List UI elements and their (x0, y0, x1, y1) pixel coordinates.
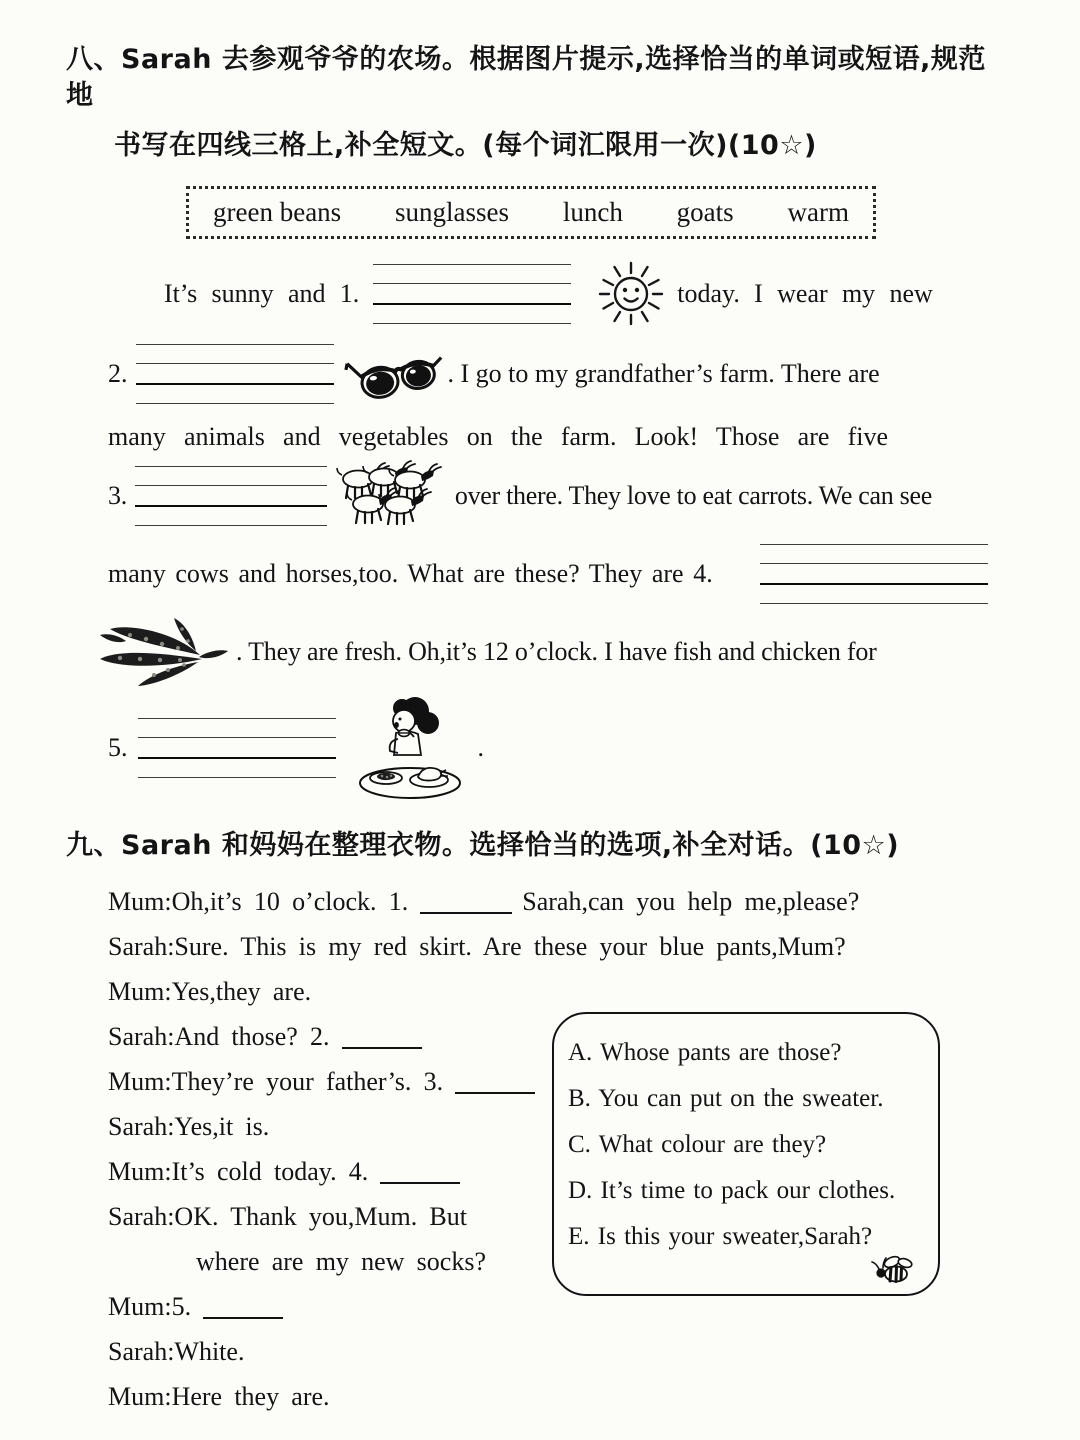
dialogue-line (108, 924, 1080, 969)
answer-blank-5[interactable] (203, 1303, 283, 1319)
green-beans-icon (96, 617, 230, 687)
speaker-label: Mum: (108, 886, 172, 916)
option-e: E. Is this your sweater,Sarah? (568, 1223, 873, 1250)
passage-text: many animals and vegetables on the farm. Look! Those are five (108, 422, 889, 451)
passage-text: . (477, 733, 484, 762)
dialogue-text: They’re your father’s. 3. (171, 1066, 444, 1096)
sunglasses-icon (344, 342, 448, 406)
blank-number: 3. (108, 481, 127, 510)
passage-text: . They are fresh. Oh,it’s 12 o’clock. I have fish and chicken for (236, 637, 877, 666)
writing-grid-blank-4[interactable] (760, 544, 988, 604)
girl-eating-lunch-icon (352, 695, 468, 801)
speaker-label: Sarah: (108, 931, 175, 961)
dialogue-text: where are my new socks? (196, 1246, 486, 1276)
dialogue-text: And those? 2. (174, 1021, 330, 1051)
passage-line-2 (108, 343, 988, 405)
section-8-title-line1: 八、Sarah 去参观爷爷的农场。根据图片提示,选择恰当的单词或短语,规范地 (66, 44, 986, 111)
word-bank-item: warm (787, 197, 849, 227)
word-bank-item: goats (676, 197, 734, 227)
passage-text: over there. They love to eat carrots. We can see (454, 481, 932, 510)
dialogue-line (108, 1374, 1080, 1419)
speaker-label: Mum: (108, 1156, 172, 1186)
writing-grid-blank-3[interactable] (135, 466, 327, 526)
speaker-label: Mum: (108, 1066, 172, 1096)
dialogue-text: Oh,it’s 10 o’clock. 1. (171, 886, 409, 916)
speaker-label: Sarah: (108, 1021, 175, 1051)
dialogue-line (108, 879, 1080, 924)
word-bank (186, 186, 876, 239)
word-bank-item: sunglasses (395, 197, 510, 227)
blank-number: 2. (108, 359, 128, 388)
passage-line-3 (108, 419, 988, 455)
option-c: C. What colour are they? (568, 1131, 827, 1158)
dialogue-text: Here they are. (171, 1381, 330, 1411)
dialogue-text: Sarah,can you help me,please? (522, 886, 860, 916)
options-box (552, 1012, 940, 1296)
passage-text: today. I wear my new (677, 279, 933, 308)
dialogue-text: Yes,they are. (171, 976, 312, 1006)
speaker-label: Mum: (108, 1291, 172, 1321)
passage-text: . I go to my grandfather’s farm. There are (447, 359, 880, 388)
dialogue-text: Yes,it is. (174, 1111, 270, 1141)
section-8-title-line2: 书写在四线三格上,补全短文。(每个词汇限用一次)(10☆) (114, 130, 817, 161)
speaker-label: Mum: (108, 976, 172, 1006)
sun-icon (593, 256, 669, 332)
dialogue-line (108, 1329, 1080, 1374)
blank-number: 5. (108, 733, 128, 762)
option-b: B. You can put on the sweater. (568, 1085, 884, 1112)
bee-icon (870, 1250, 916, 1286)
passage-text: It’s sunny and 1. (164, 279, 360, 308)
passage-line-6 (96, 617, 988, 687)
dialogue-text: Sure. This is my red skirt. Are these your blue pants,Mum? (174, 931, 846, 961)
section-9 (0, 827, 1080, 1419)
passage-line-1 (108, 263, 988, 325)
passage-line-7 (108, 695, 988, 801)
dialogue-text: White. (174, 1336, 245, 1366)
dialogue-text: It’s cold today. 4. (171, 1156, 369, 1186)
dialogue-line (108, 969, 1080, 1014)
dialogue-text: OK. Thank you,Mum. But (174, 1201, 467, 1231)
writing-grid-blank-2[interactable] (136, 344, 334, 404)
goats-icon (335, 460, 447, 532)
speaker-label: Sarah: (108, 1336, 175, 1366)
writing-grid-blank-5[interactable] (138, 718, 336, 778)
word-bank-item: lunch (562, 197, 623, 227)
speaker-label: Sarah: (108, 1201, 175, 1231)
dialogue-text: 5. (171, 1291, 192, 1321)
word-bank-item: green beans (213, 197, 342, 227)
answer-blank-4[interactable] (380, 1168, 460, 1184)
answer-blank-2[interactable] (342, 1033, 422, 1049)
passage-line-5 (108, 543, 988, 605)
option-d: D. It’s time to pack our clothes. (568, 1177, 896, 1204)
speaker-label: Sarah: (108, 1111, 175, 1141)
writing-grid-blank-1[interactable] (373, 264, 571, 324)
option-a: A. Whose pants are those? (568, 1039, 842, 1066)
passage-line-4 (108, 465, 988, 527)
speaker-label: Mum: (108, 1381, 172, 1411)
passage-text: many cows and horses,too. What are these? They are 4. (108, 559, 713, 588)
answer-blank-1[interactable] (420, 898, 512, 914)
section-9-title: 九、Sarah 和妈妈在整理衣物。选择恰当的选项,补全对话。(10☆) (66, 830, 900, 861)
answer-blank-3[interactable] (455, 1078, 535, 1094)
